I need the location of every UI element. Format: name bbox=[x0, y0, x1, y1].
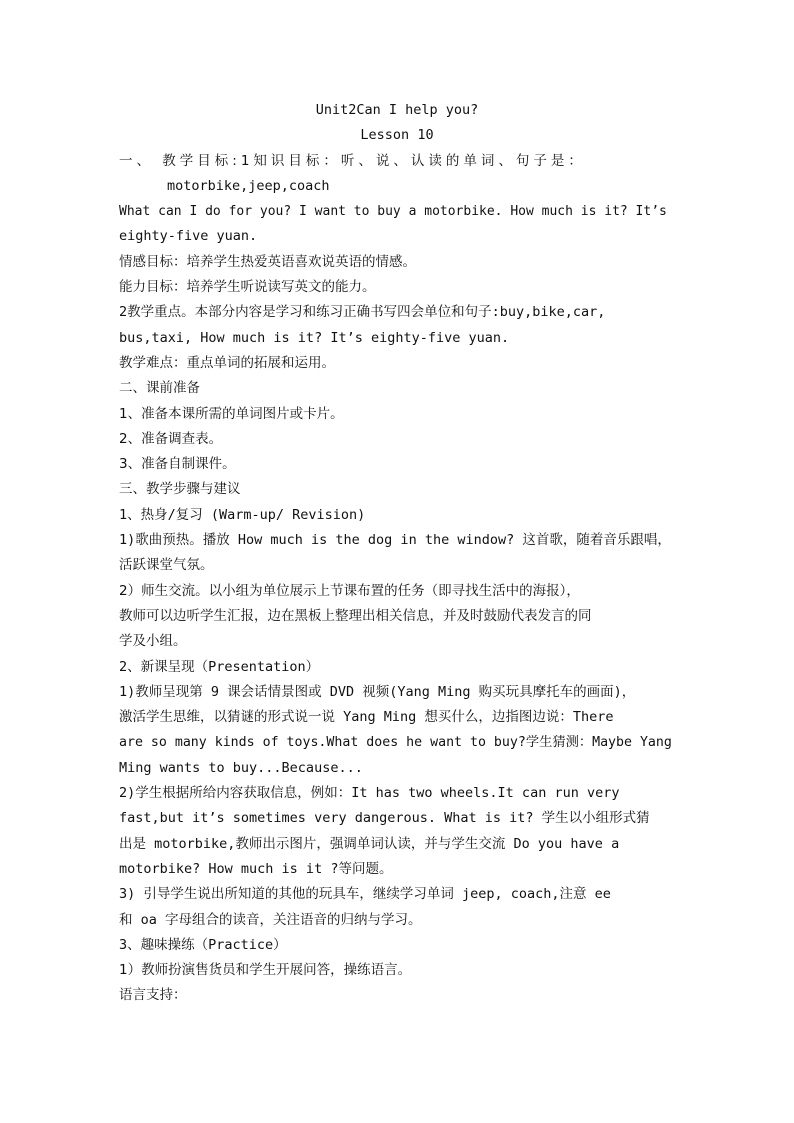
lesson-title: Lesson 10 bbox=[360, 127, 434, 144]
document-page bbox=[119, 98, 675, 1009]
preparation-item: 2、准备调查表。 bbox=[119, 430, 223, 447]
presentation-item-1b: 激活学生思维，以猜谜的形式说一说 Yang Ming 想买什么，边指图边说：There bbox=[119, 709, 614, 726]
difficult-points: 教学难点：重点单词的拓展和运用。 bbox=[119, 354, 335, 371]
presentation-item-2a: 2)学生根据所给内容获取信息，例如：It has two wheels.It can run very bbox=[119, 785, 620, 802]
presentation-item-2d: motorbike? How much is it ?等问题。 bbox=[119, 860, 393, 877]
language-support-label: 语言支持： bbox=[119, 987, 187, 1004]
presentation-heading: 2、新课呈现（Presentation） bbox=[119, 658, 320, 675]
unit-title: Unit2Can I help you? bbox=[315, 102, 479, 118]
objectives-sentences-2: eighty-five yuan. bbox=[119, 228, 258, 245]
preparation-item: 1、准备本课所需的单词图片或卡片。 bbox=[119, 405, 344, 422]
practice-heading: 3、趣味操练（Practice） bbox=[119, 936, 287, 953]
warmup-item-2a: 2）师生交流。以小组为单位展示上节课布置的任务（即寻找生活中的海报）， bbox=[119, 582, 580, 599]
preparation-item: 3、准备自制课件。 bbox=[119, 456, 236, 473]
preparation-heading: 二、课前准备 bbox=[119, 380, 200, 397]
presentation-item-2c: 出是 motorbike,教师出示图片，强调单词认读，并与学生交流 Do you have a bbox=[119, 835, 620, 852]
objectives-line-1: 一、 教学目标:1知识目标：听、说、认读的单词、句子是： bbox=[119, 152, 586, 169]
objectives-sentences-1: What can I do for you? I want to buy a motorbike. How much is it? It’s bbox=[119, 204, 667, 220]
warmup-item-2b: 教师可以边听学生汇报，边在黑板上整理出相关信息，并及时鼓励代表发言的同 bbox=[119, 607, 592, 624]
key-points-1: 2教学重点。本部分内容是学习和练习正确书写四会单位和句子:buy,bike,car, bbox=[119, 304, 606, 321]
warmup-item-2c: 学及小组。 bbox=[119, 633, 187, 650]
presentation-item-3a: 3) 引导学生说出所知道的其他的玩具车，继续学习单词 jeep, coach,注意 ee bbox=[119, 886, 611, 903]
presentation-item-3b: 和 oa 字母组合的读音，关注语音的归纳与学习。 bbox=[119, 911, 422, 928]
key-points-2: bus,taxi, How much is it? It’s eighty-five yuan. bbox=[119, 329, 510, 346]
objectives-words: motorbike,jeep,coach bbox=[167, 177, 330, 194]
presentation-item-2b: fast,but it’s sometimes very dangerous. What is it? 学生以小组形式猜 bbox=[119, 810, 650, 827]
presentation-item-1c: are so many kinds of toys.What does he want to buy?学生猜测：Maybe Yang bbox=[119, 735, 672, 751]
practice-item-1: 1）教师扮演售货员和学生开展问答，操练语言。 bbox=[119, 962, 412, 979]
warmup-heading: 1、热身/复习 (Warm-up/ Revision) bbox=[119, 506, 366, 523]
presentation-item-1a: 1)教师呈现第 9 课会话情景图或 DVD 视频(Yang Ming 购买玩具摩托车的画面)， bbox=[119, 683, 636, 700]
ability-objective: 能力目标：培养学生听说读写英文的能力。 bbox=[119, 279, 376, 296]
emotion-objective: 情感目标：培养学生热爱英语喜欢说英语的情感。 bbox=[119, 253, 416, 270]
presentation-item-1d: Ming wants to buy...Because... bbox=[119, 759, 363, 776]
steps-heading: 三、教学步骤与建议 bbox=[119, 481, 241, 498]
warmup-item-1a: 1)歌曲预热。播放 How much is the dog in the window? 这首歌，随着音乐跟唱， bbox=[119, 532, 671, 549]
warmup-item-1b: 活跃课堂气氛。 bbox=[119, 557, 214, 574]
